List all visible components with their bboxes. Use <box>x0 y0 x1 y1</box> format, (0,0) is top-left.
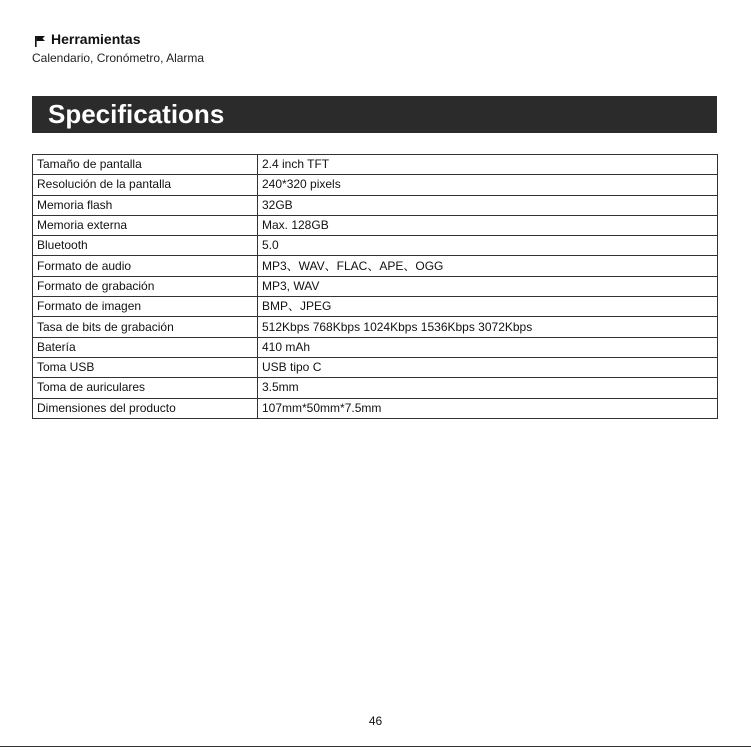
table-row <box>33 398 718 418</box>
table-row <box>33 357 718 377</box>
table-row <box>33 175 718 195</box>
table-row <box>33 297 718 317</box>
tools-title: Herramientas <box>51 31 141 47</box>
table-row <box>33 215 718 235</box>
table-row <box>33 378 718 398</box>
spec-label: Memoria externa <box>33 215 258 235</box>
spec-label: Batería <box>33 337 258 357</box>
spec-label: Toma USB <box>33 357 258 377</box>
spec-value: 3.5mm <box>258 378 718 398</box>
flag-icon <box>34 33 46 45</box>
tools-section <box>32 30 204 66</box>
specifications-table <box>32 154 718 419</box>
table-row <box>33 195 718 215</box>
spec-value: 512Kbps 768Kbps 1024Kbps 1536Kbps 3072Kbps <box>258 317 718 337</box>
table-row <box>33 337 718 357</box>
spec-value: MP3、WAV、FLAC、APE、OGG <box>258 256 718 276</box>
spec-value: 410 mAh <box>258 337 718 357</box>
spec-label: Tamaño de pantalla <box>33 155 258 175</box>
spec-value: 5.0 <box>258 236 718 256</box>
specifications-title: Specifications <box>48 99 225 129</box>
spec-value: MP3, WAV <box>258 276 718 296</box>
table-row <box>33 276 718 296</box>
spec-label: Bluetooth <box>33 236 258 256</box>
spec-value: USB tipo C <box>258 357 718 377</box>
table-row <box>33 236 718 256</box>
spec-value: Max. 128GB <box>258 215 718 235</box>
table-row <box>33 155 718 175</box>
spec-label: Memoria flash <box>33 195 258 215</box>
spec-label: Formato de audio <box>33 256 258 276</box>
spec-value: 107mm*50mm*7.5mm <box>258 398 718 418</box>
spec-label: Formato de grabación <box>33 276 258 296</box>
table-row <box>33 256 718 276</box>
tools-description: Calendario, Cronómetro, Alarma <box>32 51 205 65</box>
spec-label: Toma de auriculares <box>33 378 258 398</box>
spec-value: BMP、JPEG <box>258 297 718 317</box>
spec-label: Resolución de la pantalla <box>33 175 258 195</box>
tools-heading <box>32 30 204 48</box>
spec-value: 240*320 pixels <box>258 175 718 195</box>
page-number: 46 <box>368 714 383 728</box>
specifications-banner <box>32 96 717 133</box>
spec-value: 2.4 inch TFT <box>258 155 718 175</box>
spec-label: Formato de imagen <box>33 297 258 317</box>
spec-value: 32GB <box>258 195 718 215</box>
bottom-rule <box>0 746 751 747</box>
spec-label: Dimensiones del producto <box>33 398 258 418</box>
table-row <box>33 317 718 337</box>
spec-label: Tasa de bits de grabación <box>33 317 258 337</box>
